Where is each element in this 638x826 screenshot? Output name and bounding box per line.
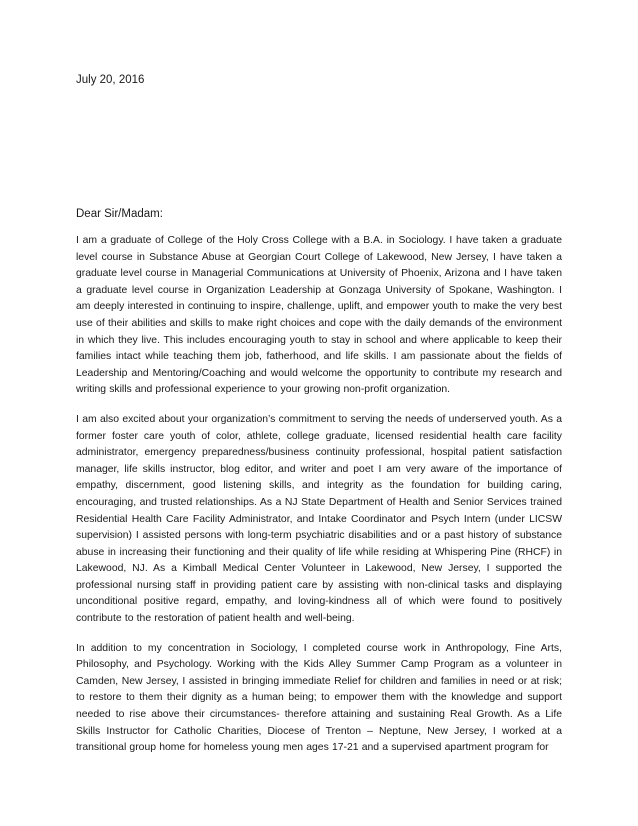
letter-body bbox=[76, 233, 562, 770]
paragraph-coursework: In addition to my concentration in Sociology, I completed course work in Anthropology, Fine Arts, Philosophy, and Psychology. Working with the Kids Alley Summer Camp Program as a volunteer in Camden, New Jersey, I assisted in bringing immediate Relief for children and families in need or at risk; to restore to them their dignity as a human being; to empower them with the knowledge and support needed to rise above their circumstances- therefore attaining and sustaining Real Growth. As a Life Skills Instructor for Catholic Charities, Diocese of Trenton – Neptune, New Jersey, I worked at a transitional group home for homeless young men ages 17-21 and a supervised apartment program for bbox=[76, 642, 562, 754]
letter-salutation: Dear Sir/Madam: bbox=[76, 208, 163, 220]
letter-date: July 20, 2016 bbox=[76, 74, 145, 86]
paragraph-experience: I am also excited about your organization’s commitment to serving the needs of underserved youth. As a former foster care youth of color, athlete, college graduate, licensed residential health care facility administrator, emergency preparedness/business continuity professional, hospital patient satisfaction manager, life skills instructor, blog editor, and writer and poet I am very aware of the importance of empathy, discernment, good listening skills, and integrity as the foundation for building caring, encouraging, and trusted relationships. As a NJ State Department of Health and Senior Services trained Residential Health Care Facility Administrator, and Intake Coordinator and Psych Intern (under LICSW supervision) I assisted persons with long-term psychiatric disabilities and or a past history of substance abuse in increasing their functioning and their quality of life while residing at Whispering Pine (RHCF) in Lakewood, NJ. As a Kimball Medical Center Volunteer in Lakewood, New Jersey, I supported the professional nursing staff in providing patient care by assisting with non-clinical tasks and displaying unconditional positive regard, empathy, and loving-kindness all of which were found to positively contribute to the restoration of patient health and well-being. bbox=[76, 413, 562, 625]
paragraph-education: I am a graduate of College of the Holy Cross College with a B.A. in Sociology. I have taken a graduate level course in Substance Abuse at Georgian Court College of Lakewood, New Jersey, I have taken a graduate level course in Managerial Communications at University of Phoenix, Arizona and I have taken a graduate level course in Organization Leadership at Gonzaga University of Spokane, Washington. I am deeply interested in continuing to inspire, challenge, uplift, and empower youth to make the very best use of their abilities and skills to make right choices and cope with the daily demands of the environment in which they live. This includes encouraging youth to stay in school and where applicable to keep their families intact while teaching them job, fatherhood, and life skills. I am passionate about the fields of Leadership and Mentoring/Coaching and would welcome the opportunity to contribute my research and writing skills and professional experience to your growing non-profit organization. bbox=[76, 235, 562, 396]
